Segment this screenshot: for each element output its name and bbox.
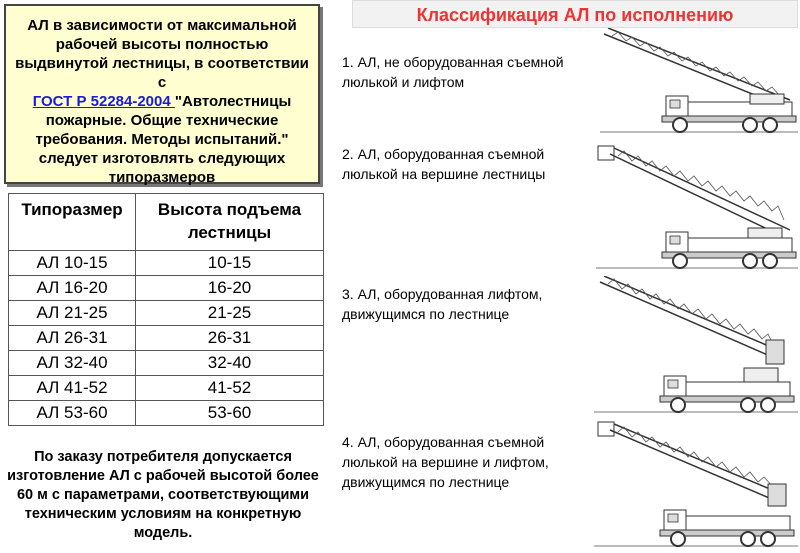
height-cell: 21-25 <box>136 301 324 326</box>
size-cell: АЛ 16-20 <box>9 276 136 301</box>
table-row <box>9 276 324 301</box>
classification-title: Классификация АЛ по исполнению <box>352 0 798 28</box>
col-header-size: Типоразмер <box>9 194 136 251</box>
item-2-text: 2. АЛ, оборудованная съемной люлькой на вершине лестницы <box>342 146 546 182</box>
item-4-text: 4. АЛ, оборудованная съемной люлькой на вершине и лифтом, движущимся по лестнице <box>342 434 549 490</box>
table-row <box>9 326 324 351</box>
col-header-height: Высота подъема лестницы <box>136 194 324 251</box>
height-cell: 53-60 <box>136 401 324 426</box>
height-cell: 26-31 <box>136 326 324 351</box>
gost-link[interactable]: ГОСТ Р 52284-2004 <box>32 93 175 110</box>
table-row <box>9 301 324 326</box>
info-box <box>4 4 320 184</box>
truck-1-illustration <box>600 28 798 138</box>
size-cell: АЛ 41-52 <box>9 376 136 401</box>
height-cell: 10-15 <box>136 251 324 276</box>
item-3-text: 3. АЛ, оборудованная лифтом, движущимся по лестнице <box>342 286 543 322</box>
table-row <box>9 251 324 276</box>
size-cell: АЛ 10-15 <box>9 251 136 276</box>
info-text-1: АЛ в зависимости от максимальной рабочей высоты полностью выдвинутой лестницы, в соответствии с <box>15 17 309 91</box>
height-cell: 32-40 <box>136 351 324 376</box>
customer-note: По заказу потребителя допускается изготовление АЛ с рабочей высотой более 60 м с параметрами, соответствующими техническим условиям на конкретную модель. <box>7 449 319 541</box>
item-1-text: 1. АЛ, не оборудованная съемной люлькой и лифтом <box>342 54 564 90</box>
size-cell: АЛ 26-31 <box>9 326 136 351</box>
size-cell: АЛ 32-40 <box>9 351 136 376</box>
size-cell: АЛ 21-25 <box>9 301 136 326</box>
table-row <box>9 351 324 376</box>
table-row <box>9 401 324 426</box>
sizes-table <box>8 193 324 426</box>
height-cell: 16-20 <box>136 276 324 301</box>
truck-2-illustration <box>596 140 798 272</box>
table-row <box>9 376 324 401</box>
truck-4-illustration <box>594 418 798 550</box>
height-cell: 41-52 <box>136 376 324 401</box>
table-header-row <box>9 194 324 251</box>
info-text-2: "Автолестницы пожарные. Общие технические требования. Методы испытаний." следует изготовлять следующих типоразмеров <box>35 93 292 186</box>
size-cell: АЛ 53-60 <box>9 401 136 426</box>
truck-3-illustration <box>594 276 798 416</box>
